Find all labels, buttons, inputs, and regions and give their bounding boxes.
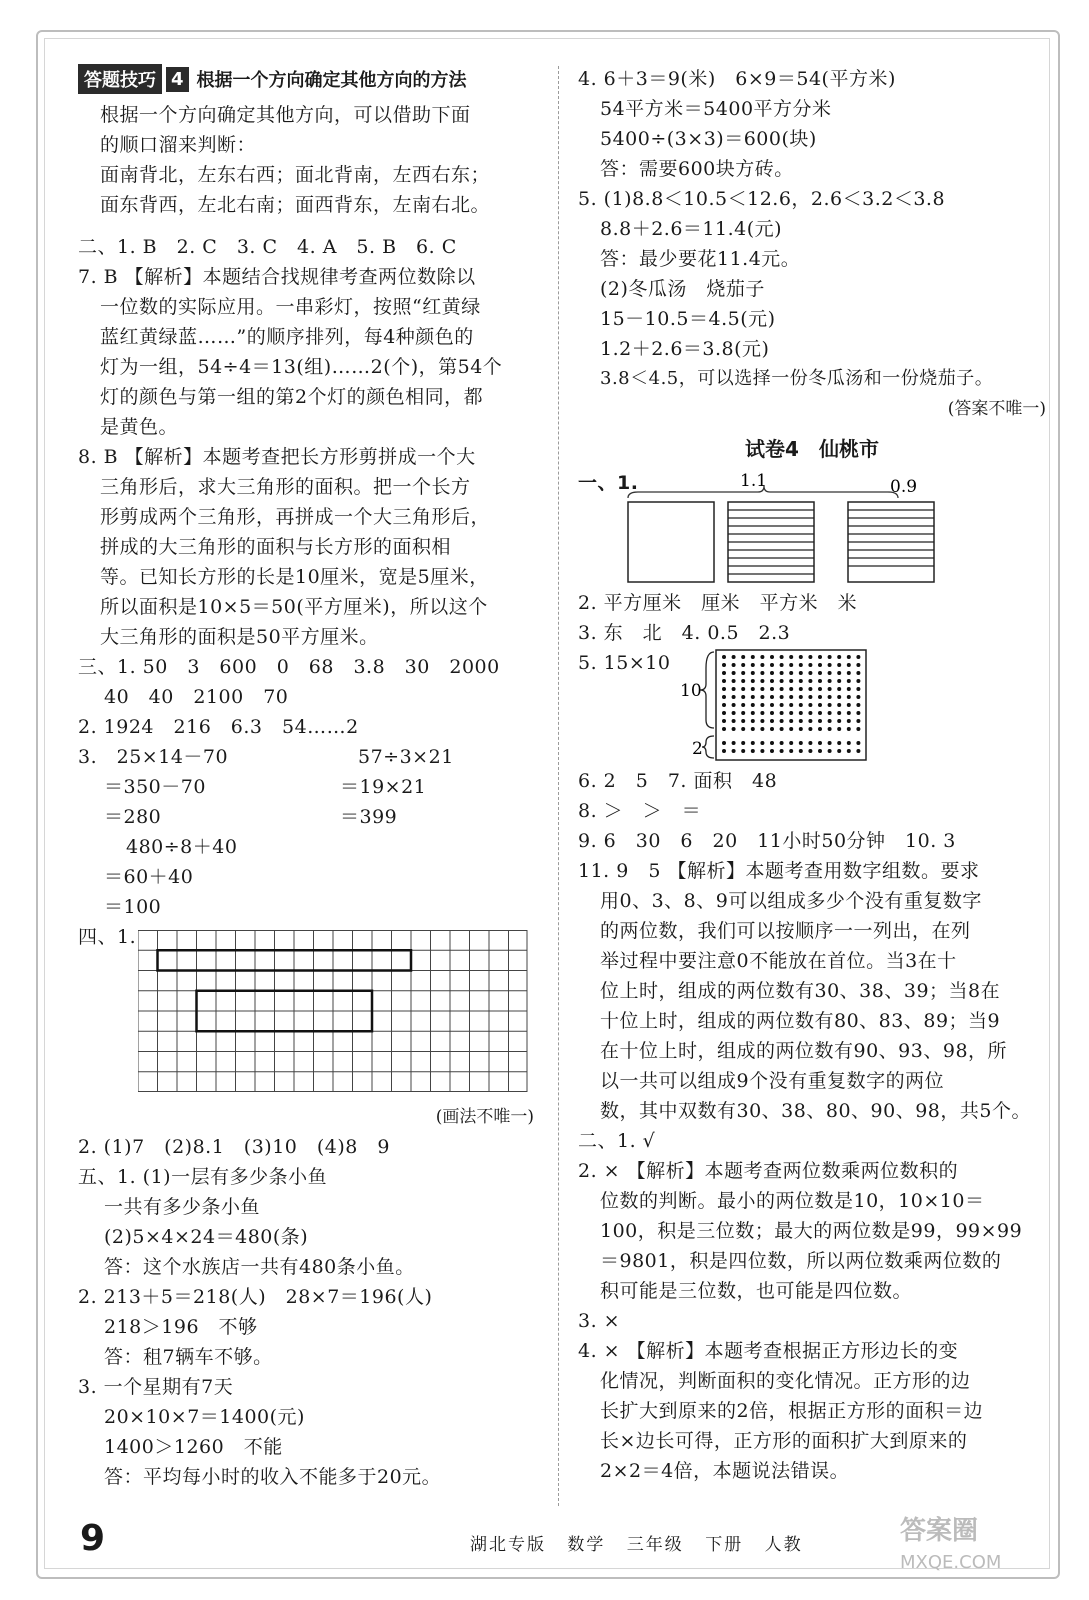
dot [828, 671, 832, 675]
dot-array [722, 655, 860, 753]
dot [732, 727, 736, 731]
dot [799, 679, 803, 683]
dot [856, 711, 860, 715]
q8-line: 所以面积是10×5＝50(平方厘米)，所以这个 [100, 596, 488, 618]
dot [732, 741, 736, 745]
dot [847, 703, 851, 707]
section2-answers: 二、1. B 2. C 3. C 4. A 5. B 6. C [78, 236, 457, 258]
dot [722, 727, 726, 731]
tip-line: 的顺口溜来判断： [100, 134, 257, 156]
dot [751, 655, 755, 659]
brace-2 [702, 736, 714, 758]
dot [828, 703, 832, 707]
s2-q2-line: 100，积是三位数；最大的两位数是99，99×99 [600, 1220, 1023, 1242]
q3-q4: 3. 东 北 4. 0.5 2.3 [578, 622, 791, 644]
dot [770, 679, 774, 683]
dot [760, 679, 764, 683]
q7-line: 是黄色。 [100, 416, 179, 438]
r5-line: (2)冬瓜汤 烧茄子 [600, 278, 765, 300]
dot [799, 671, 803, 675]
dot [780, 703, 784, 707]
dot [780, 749, 784, 753]
dot [780, 727, 784, 731]
q8-line: 大三角形的面积是50平方厘米。 [100, 626, 379, 648]
dot [741, 741, 745, 745]
s5-line: (2)5×4×24＝480(条) [104, 1226, 309, 1248]
page-number: 9 [80, 1518, 106, 1559]
dot [847, 671, 851, 675]
r5-line: 1.2＋2.6＝3.8(元) [600, 338, 770, 360]
dot [808, 671, 812, 675]
q7-line: 一位数的实际应用。一串彩灯，按照“红黄绿 [100, 296, 481, 318]
q7-line: 灯的颜色与第一组的第2个灯的颜色相同，都 [100, 386, 484, 408]
dot [741, 671, 745, 675]
dot [847, 711, 851, 715]
s3-q2: 2. 1924 216 6.3 54……2 [78, 716, 359, 738]
dot [808, 663, 812, 667]
dot [799, 695, 803, 699]
dot [732, 687, 736, 691]
dot [789, 695, 793, 699]
dot [789, 749, 793, 753]
dot [770, 671, 774, 675]
brace-10 [700, 652, 714, 728]
dot [799, 663, 803, 667]
dot [789, 671, 793, 675]
drawn-rectangle-1 [158, 950, 412, 970]
dot [856, 703, 860, 707]
dot [760, 703, 764, 707]
dot [856, 695, 860, 699]
value-0-9: 0.9 [890, 477, 918, 497]
s2-q4-line: 4. × 【解析】本题考查根据正方形边长的变 [578, 1340, 959, 1362]
s2-q4-line: 化情况，判断面积的变化情况。正方形的边 [600, 1370, 971, 1392]
dot [799, 741, 803, 745]
watermark-logo: 答案圈 [900, 1516, 979, 1546]
dot [722, 695, 726, 699]
s2-q2-line: ＝9801，积是四位数，所以两位数乘两位数的 [600, 1250, 1002, 1272]
dot [789, 703, 793, 707]
s5-line: 2. 213＋5＝218(人) 28×7＝196(人) [78, 1286, 433, 1308]
dot [770, 655, 774, 659]
dot [847, 687, 851, 691]
dot [856, 687, 860, 691]
dot [741, 655, 745, 659]
dot [760, 749, 764, 753]
dot [808, 727, 812, 731]
dot [741, 711, 745, 715]
tip-line: 面东背西，左北右南；面西背东，左南右北。 [100, 194, 491, 216]
s5-line: 218＞196 不够 [104, 1316, 258, 1338]
dot [799, 703, 803, 707]
dot [741, 727, 745, 731]
dot [799, 711, 803, 715]
q1-label: 一、1. [578, 472, 639, 494]
dot [828, 695, 832, 699]
calc-g: 480÷8＋40 [126, 836, 238, 858]
r4-line: 答：需要600块方砖。 [600, 158, 794, 180]
s5-line: 1400＞1260 不能 [104, 1436, 283, 1458]
dot [780, 711, 784, 715]
dot [722, 719, 726, 723]
dot [770, 749, 774, 753]
dot [789, 679, 793, 683]
dot [722, 749, 726, 753]
dot [818, 727, 822, 731]
dot [789, 655, 793, 659]
dot [751, 679, 755, 683]
dot [847, 695, 851, 699]
q2: 2. 平方厘米 厘米 平方米 米 [578, 592, 858, 614]
q7-line: 7. B 【解析】本题结合找规律考查两位数除以 [78, 266, 476, 288]
dot [741, 749, 745, 753]
q11-line: 数，其中双数有30、38、80、90、98，共5个。 [600, 1100, 1031, 1122]
dot [780, 663, 784, 667]
tip-label: 答题技巧 [78, 64, 162, 94]
dot [789, 663, 793, 667]
dot [751, 711, 755, 715]
drawing-grid [138, 930, 528, 1095]
dot [732, 749, 736, 753]
dot [732, 703, 736, 707]
q11-line: 11. 9 5 【解析】本题考查用数字组数。要求 [578, 860, 980, 882]
r5-line: 15－10.5＝4.5(元) [600, 308, 776, 330]
calc-e: ＝280 [104, 806, 162, 828]
tip-bar [78, 62, 534, 96]
r4-line: 4. 6＋3＝9(米) 6×9＝54(平方米) [578, 68, 896, 90]
dot [847, 663, 851, 667]
dot [722, 663, 726, 667]
q11-line: 在十位上时，组成的两位数有90、93、98，所 [600, 1040, 1008, 1062]
dot [818, 655, 822, 659]
dot [780, 679, 784, 683]
s2-q4-line: 2×2＝4倍，本题说法错误。 [600, 1460, 850, 1482]
dot [780, 741, 784, 745]
section-title: 试卷4 仙桃市 [745, 437, 879, 461]
dot [828, 711, 832, 715]
dot [828, 719, 832, 723]
dot [789, 727, 793, 731]
dot [837, 749, 841, 753]
dot [828, 663, 832, 667]
q6-q7: 6. 2 5 7. 面积 48 [578, 770, 778, 792]
dot [847, 749, 851, 753]
dot [818, 671, 822, 675]
s2-q4-line: 长×边长可得，正方形的面积扩大到原来的 [600, 1430, 968, 1452]
r5-line: 答：最少要花11.4元。 [600, 248, 801, 270]
dot [818, 687, 822, 691]
s4-q2: 2. (1)7 (2)8.1 (3)10 (4)8 9 [78, 1136, 390, 1158]
s2-q2-line: 积可能是三位数，也可能是四位数。 [600, 1280, 913, 1302]
dot [760, 711, 764, 715]
dot [751, 719, 755, 723]
q8-line: 等。已知长方形的长是10厘米，宽是5厘米， [100, 566, 489, 588]
r4-line: 54平方米＝5400平方分米 [600, 98, 832, 120]
dot [780, 655, 784, 659]
q8-line: 8. B 【解析】本题考查把长方形剪拼成一个大 [78, 446, 476, 468]
dot [780, 671, 784, 675]
dot [856, 655, 860, 659]
dot [789, 741, 793, 745]
dot [770, 663, 774, 667]
dot [799, 727, 803, 731]
dot [808, 719, 812, 723]
s5-line: 20×10×7＝1400(元) [104, 1406, 305, 1428]
dot [741, 695, 745, 699]
dot [760, 719, 764, 723]
dot [751, 741, 755, 745]
dot [741, 687, 745, 691]
dot [751, 749, 755, 753]
dot [732, 655, 736, 659]
dot [732, 719, 736, 723]
dot [789, 711, 793, 715]
dot [789, 687, 793, 691]
dot [856, 671, 860, 675]
dot [799, 719, 803, 723]
label-2: 2 [692, 739, 703, 759]
dot [760, 671, 764, 675]
tip-title: 根据一个方向确定其他方向的方法 [196, 70, 467, 91]
dot [837, 727, 841, 731]
s3-q1: 三、1. 50 3 600 0 68 3.8 30 2000 [78, 656, 500, 678]
s5-line: 3. 一个星期有7天 [78, 1376, 234, 1398]
dot [732, 671, 736, 675]
q11-line: 十位上时，组成的两位数有80、83、89；当9 [600, 1010, 1001, 1032]
r4-line: 5400÷(3×3)＝600(块) [600, 128, 817, 150]
calc-c: ＝350－70 [104, 776, 206, 798]
dot [770, 711, 774, 715]
dot [837, 663, 841, 667]
q9-q10: 9. 6 30 6 20 11小时50分钟 10. 3 [578, 830, 956, 852]
dot [837, 741, 841, 745]
s4-label: 四、1. [78, 926, 137, 948]
r5-line: 5. (1)8.8＜10.5＜12.6，2.6＜3.2＜3.8 [578, 188, 946, 210]
dot [808, 749, 812, 753]
tip-number: 4 [164, 67, 189, 92]
dot [760, 687, 764, 691]
dot-grid-figure [678, 648, 878, 763]
dot [770, 687, 774, 691]
dot [751, 695, 755, 699]
dot [732, 695, 736, 699]
dot [818, 703, 822, 707]
dot [808, 711, 812, 715]
s5-line: 五、1. (1)一层有多少条小鱼 [78, 1166, 328, 1188]
calc-i: ＝100 [104, 896, 162, 918]
dot [722, 671, 726, 675]
dot [828, 679, 832, 683]
dot [722, 655, 726, 659]
s2-q2-line: 位数的判断。最小的两位数是10，10×10＝ [600, 1190, 985, 1212]
dot [847, 727, 851, 731]
dot [751, 687, 755, 691]
dot [751, 663, 755, 667]
dot [828, 749, 832, 753]
dot [818, 711, 822, 715]
s2-q2-line: 2. × 【解析】本题考查两位数乘两位数积的 [578, 1160, 959, 1182]
r5-note: (答案不唯一) [947, 399, 1046, 419]
watermark-url: MXQE.COM [900, 1552, 1002, 1573]
footer-text: 湖北专版 数学 三年级 下册 人教 [470, 1535, 803, 1555]
dot [856, 741, 860, 745]
dot [770, 741, 774, 745]
dot [760, 655, 764, 659]
dot [760, 695, 764, 699]
dot [741, 663, 745, 667]
label-10: 10 [680, 681, 702, 701]
dot [856, 719, 860, 723]
dot [837, 695, 841, 699]
dot [780, 687, 784, 691]
dot [732, 679, 736, 683]
dot [837, 719, 841, 723]
dot [799, 749, 803, 753]
dot [828, 741, 832, 745]
dot [818, 741, 822, 745]
dot [741, 719, 745, 723]
dot [722, 703, 726, 707]
dot [837, 687, 841, 691]
dot [828, 687, 832, 691]
q11-line: 位上时，组成的两位数有30、38、39；当8在 [600, 980, 1001, 1002]
dot [799, 655, 803, 659]
s5-line: 一共有多少条小鱼 [104, 1196, 261, 1218]
calc-h: ＝60＋40 [104, 866, 194, 888]
s5-line: 答：平均每小时的收入不能多于20元。 [104, 1466, 442, 1488]
s3-q1-cont: 40 40 2100 70 [104, 686, 289, 708]
dot [760, 663, 764, 667]
dot [741, 679, 745, 683]
tip-line: 根据一个方向确定其他方向，可以借助下面 [100, 104, 471, 126]
dot [732, 663, 736, 667]
dot [722, 741, 726, 745]
q8-line: 拼成的大三角形的面积与长方形的面积相 [100, 536, 452, 558]
dot [722, 711, 726, 715]
dot [799, 687, 803, 691]
dot [818, 749, 822, 753]
dot [751, 727, 755, 731]
q8-line: 形剪成两个三角形，再拼成一个大三角形后， [100, 506, 491, 528]
s2-q4-line: 长扩大到原来的2倍，根据正方形的面积＝边 [600, 1400, 984, 1422]
dot [808, 655, 812, 659]
q7-line: 灯为一组，54÷4＝13(组)……2(个)，第54个 [100, 356, 503, 378]
dot [847, 655, 851, 659]
dot [837, 711, 841, 715]
full-square [628, 502, 714, 582]
calc-b: 57÷3×21 [358, 746, 454, 768]
dot [808, 687, 812, 691]
dot [856, 749, 860, 753]
tip-line: 面南背北，左东右西；面北背南，左西右东； [100, 164, 491, 186]
dot [837, 671, 841, 675]
dot [818, 663, 822, 667]
q11-line: 的两位数，我们可以按顺序一一列出，在列 [600, 920, 971, 942]
dot [780, 695, 784, 699]
s5-line: 答：租7辆车不够。 [104, 1346, 273, 1368]
dot [818, 719, 822, 723]
dot [837, 655, 841, 659]
dot [760, 727, 764, 731]
q7-line: 蓝红黄绿蓝……”的顺序排列，每4种颜色的 [100, 326, 474, 348]
dot [837, 679, 841, 683]
dot [818, 695, 822, 699]
r5-line: 8.8＋2.6＝11.4(元) [600, 218, 783, 240]
right-column [578, 62, 1046, 1486]
dot [770, 727, 774, 731]
dot [808, 695, 812, 699]
q11-line: 以一共可以组成9个没有重复数字的两位 [600, 1070, 945, 1092]
dot [751, 703, 755, 707]
q8-line: 三角形后，求大三角形的面积。把一个长方 [100, 476, 471, 498]
dot [770, 695, 774, 699]
dot [770, 703, 774, 707]
calc-d: ＝19×21 [340, 776, 427, 798]
dot [751, 671, 755, 675]
q11-line: 举过程中要注意0不能放在首位。当3在十 [600, 950, 957, 972]
dot [732, 711, 736, 715]
dot [828, 655, 832, 659]
q11-line: 用0、3、8、9可以组成多少个没有重复数字 [600, 890, 982, 912]
dot [789, 719, 793, 723]
s2-q1: 二、1. √ [578, 1130, 656, 1152]
calc-a: 3. 25×14－70 [78, 746, 229, 768]
dot [828, 727, 832, 731]
dot [856, 679, 860, 683]
dot [837, 703, 841, 707]
s5-line: 答：这个水族店一共有480条小鱼。 [104, 1256, 415, 1278]
calc-f: ＝399 [340, 806, 398, 828]
dot [808, 679, 812, 683]
dot [770, 719, 774, 723]
dot [856, 663, 860, 667]
dot [847, 719, 851, 723]
dot [722, 687, 726, 691]
s4-note: (画法不唯一) [435, 1107, 534, 1127]
dot [818, 679, 822, 683]
value-1-1: 1.1 [740, 471, 768, 491]
decimal-figure [618, 468, 998, 588]
dot [808, 741, 812, 745]
left-column [78, 62, 534, 1492]
dot [856, 727, 860, 731]
dot [780, 719, 784, 723]
s2-q3: 3. × [578, 1310, 621, 1332]
dot [722, 679, 726, 683]
dot [847, 679, 851, 683]
r5-line: 3.8＜4.5，可以选择一份冬瓜汤和一份烧茄子。 [600, 368, 994, 389]
q5: 5. 15×10 [578, 652, 671, 674]
dot [760, 741, 764, 745]
dot [741, 703, 745, 707]
dot [808, 703, 812, 707]
q8: 8. ＞ ＞ ＝ [578, 800, 702, 822]
column-divider [558, 66, 559, 1506]
dot [847, 741, 851, 745]
